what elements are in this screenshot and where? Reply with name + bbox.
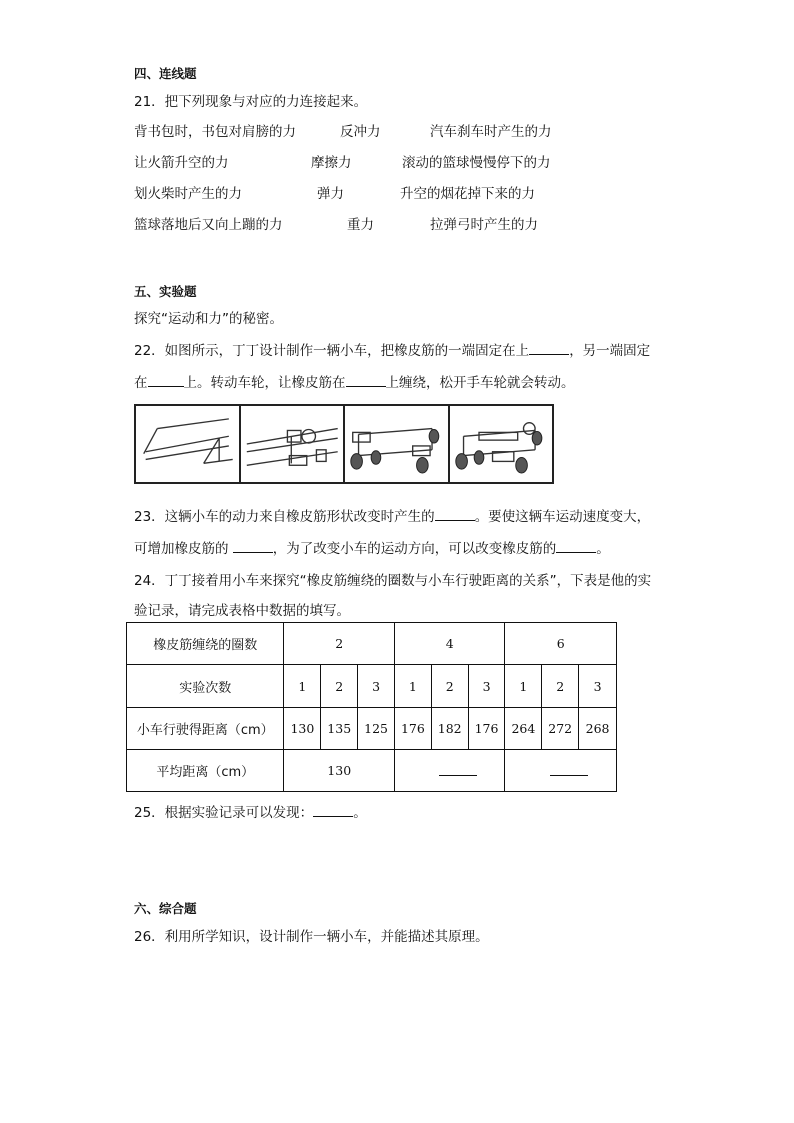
match-middle-1: 反冲力 — [340, 124, 381, 140]
row-label-turns: 橡皮筋缠绕的圈数 — [127, 623, 284, 665]
match-left-2: 让火箭升空的力 — [134, 155, 229, 171]
frame-with-clamps-image — [241, 406, 344, 482]
answer-blank[interactable] — [550, 761, 588, 776]
section-4-heading: 四、连线题 — [134, 66, 197, 81]
match-right-3: 升空的烟花掉下来的力 — [400, 186, 535, 202]
table-row-average — [127, 750, 617, 792]
row-label-trials: 实验次数 — [127, 665, 284, 708]
match-right-1: 汽车刹车时产生的力 — [430, 124, 552, 140]
section-6-heading: 六、综合题 — [134, 901, 197, 916]
car-assembly-picture-strip — [134, 404, 554, 484]
distance-cell: 176 — [468, 708, 505, 750]
trial-cell: 2 — [542, 665, 579, 708]
answer-blank[interactable] — [439, 761, 477, 776]
question-23-line-1: 23．这辆小车的动力来自橡皮筋形状改变时产生的 。要使这辆车运动速度变大， — [134, 505, 650, 525]
finished-car-image — [450, 406, 553, 482]
turns-cell: 2 — [284, 623, 394, 665]
question-21: 21．把下列现象与对应的力连接起来。 — [134, 94, 368, 110]
distance-cell: 182 — [431, 708, 468, 750]
car-with-wheels-image — [345, 406, 448, 482]
distance-cell: 125 — [358, 708, 395, 750]
average-cell — [394, 750, 504, 792]
answer-blank[interactable] — [346, 372, 386, 387]
question-22-line-2: 在 上。转动车轮，让橡皮筋在 上缠绕，松开手车轮就会转动。 — [134, 371, 575, 391]
turns-cell: 4 — [394, 623, 504, 665]
answer-blank[interactable] — [529, 340, 569, 355]
trial-cell: 3 — [468, 665, 505, 708]
match-left-3: 划火柴时产生的力 — [134, 186, 242, 202]
table-row-turns — [127, 623, 617, 665]
average-cell: 130 — [284, 750, 394, 792]
question-22-line-1: 22．如图所示，丁丁设计制作一辆小车，把橡皮筋的一端固定在上 ，另一端固定 — [134, 339, 650, 359]
question-26: 26．利用所学知识，设计制作一辆小车，并能描述其原理。 — [134, 929, 489, 945]
section-5-heading: 五、实验题 — [134, 284, 197, 299]
distance-cell: 264 — [505, 708, 542, 750]
table-row-trials — [127, 665, 617, 708]
answer-blank[interactable] — [148, 372, 184, 387]
trial-cell: 2 — [431, 665, 468, 708]
trial-cell: 1 — [284, 665, 321, 708]
row-label-average: 平均距离（cm） — [127, 750, 284, 792]
distance-cell: 135 — [321, 708, 358, 750]
trial-cell: 3 — [579, 665, 617, 708]
distance-cell: 272 — [542, 708, 579, 750]
distance-cell: 130 — [284, 708, 321, 750]
question-24-line-1: 24．丁丁接着用小车来探究“橡皮筋缠绕的圈数与小车行驶距离的关系”，下表是他的实 — [134, 573, 652, 589]
turns-cell: 6 — [505, 623, 617, 665]
distance-cell: 268 — [579, 708, 617, 750]
trial-cell: 1 — [505, 665, 542, 708]
trial-cell: 1 — [394, 665, 431, 708]
trial-cell: 3 — [358, 665, 395, 708]
match-middle-3: 弹力 — [317, 186, 344, 202]
match-left-1: 背书包时，书包对肩膀的力 — [134, 124, 296, 140]
answer-blank[interactable] — [233, 538, 273, 553]
question-25: 25．根据实验记录可以发现： 。 — [134, 801, 367, 821]
experiment-record-table — [126, 622, 617, 792]
table-row-distance — [127, 708, 617, 750]
section-5-intro: 探究“运动和力”的秘密。 — [134, 311, 283, 327]
match-middle-4: 重力 — [347, 217, 374, 233]
question-24-line-2: 验记录，请完成表格中数据的填写。 — [134, 603, 350, 619]
average-cell — [505, 750, 617, 792]
frame-rods-image — [136, 406, 239, 482]
match-right-2: 滚动的篮球慢慢停下的力 — [402, 155, 551, 171]
match-middle-2: 摩擦力 — [311, 155, 352, 171]
car-frame-picture-1 — [136, 406, 241, 482]
car-frame-picture-2 — [241, 406, 346, 482]
car-frame-picture-3 — [345, 406, 450, 482]
answer-blank[interactable] — [313, 802, 353, 817]
match-right-4: 拉弹弓时产生的力 — [430, 217, 538, 233]
question-23-line-2: 可增加橡皮筋的 ，为了改变小车的运动方向，可以改变橡皮筋的 。 — [134, 537, 610, 557]
car-frame-picture-4 — [450, 406, 553, 482]
answer-blank[interactable] — [435, 506, 475, 521]
distance-cell: 176 — [394, 708, 431, 750]
row-label-distance: 小车行驶得距离（cm） — [127, 708, 284, 750]
match-left-4: 篮球落地后又向上蹦的力 — [134, 217, 283, 233]
trial-cell: 2 — [321, 665, 358, 708]
answer-blank[interactable] — [556, 538, 596, 553]
